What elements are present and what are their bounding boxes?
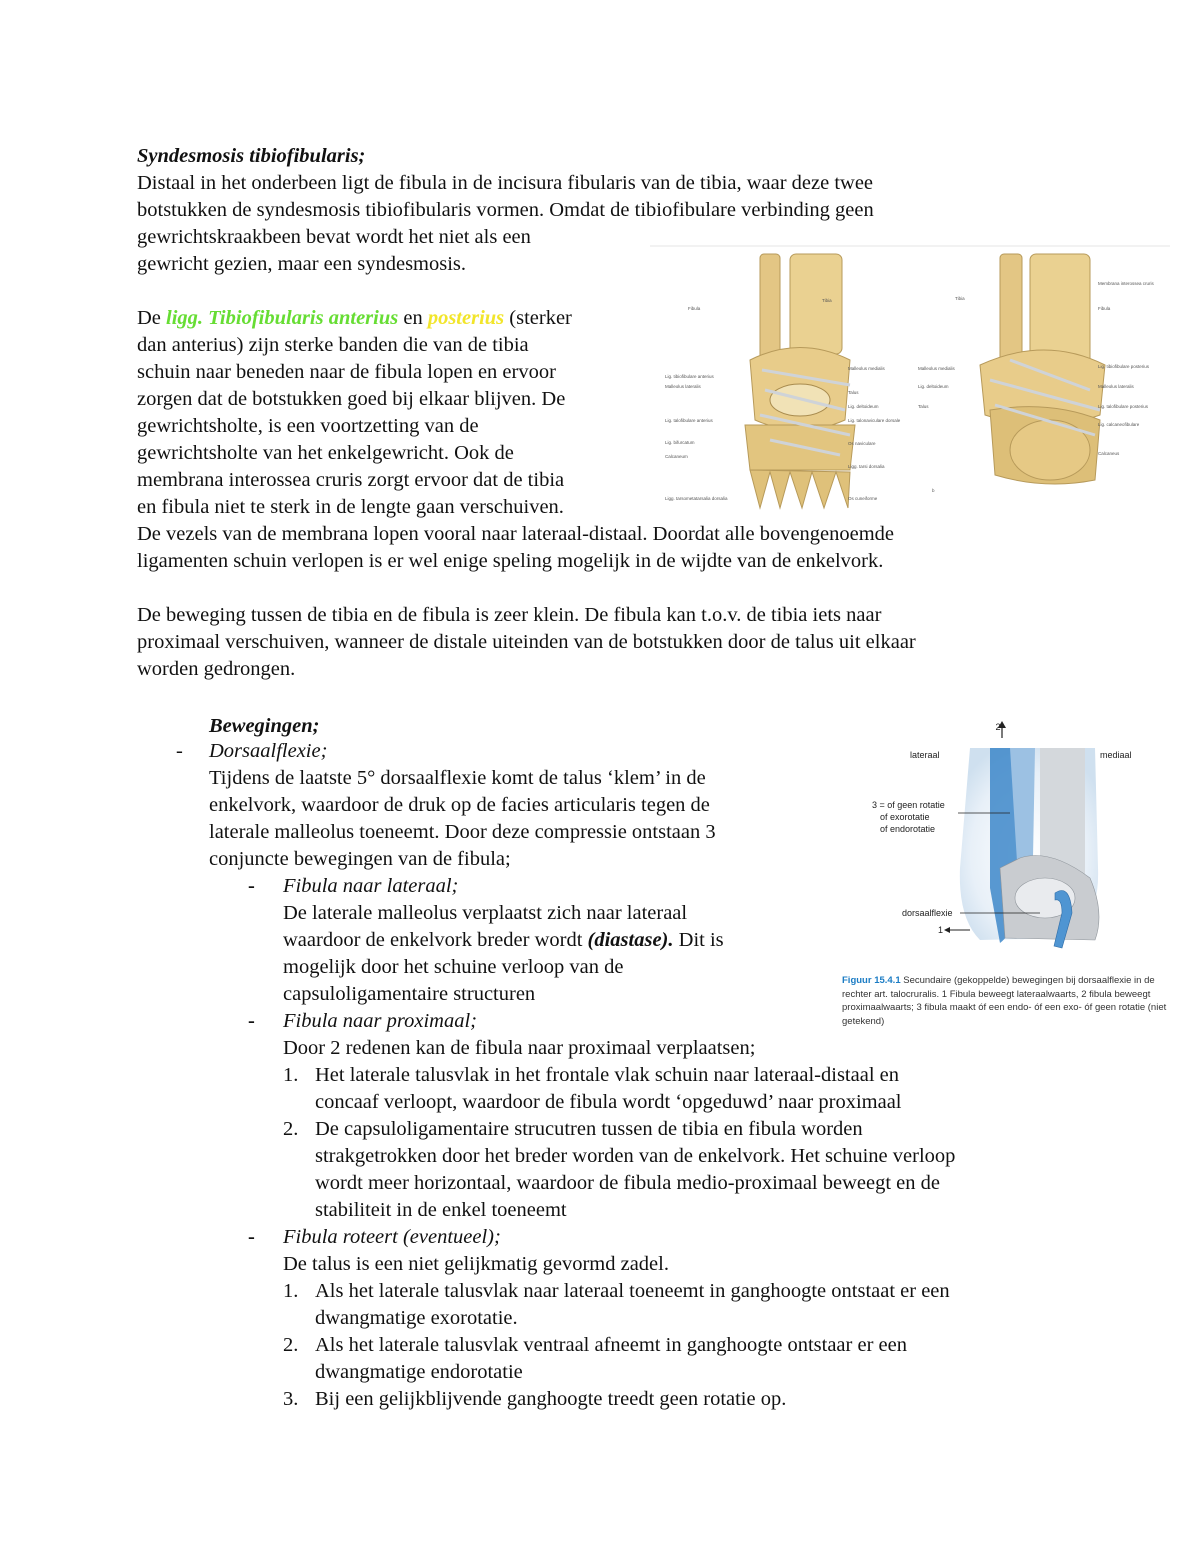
- list-item-line: stabiliteit in de enkel toeneemt: [315, 1199, 567, 1221]
- paragraph-line: Door 2 redenen kan de fibula naar proximaal verplaatsen;: [283, 1037, 756, 1059]
- paragraph-line: Distaal in het onderbeen ligt de fibula in de incisura fibularis van de tibia, waar deze twee: [137, 172, 874, 194]
- svg-text:Tibia: Tibia: [955, 296, 965, 301]
- list-number: 1.: [283, 1280, 299, 1302]
- paragraph-line: zorgen dat de botstukken goed bij elkaar blijven. De: [137, 388, 566, 410]
- label-lateraal: lateraal: [910, 750, 940, 760]
- svg-text:Fibula: Fibula: [688, 306, 701, 311]
- sub-bullet: -: [248, 1226, 255, 1248]
- list-item-line: wordt meer horizontaal, waardoor de fibula medio-proximaal beweegt en de: [315, 1172, 940, 1194]
- item1-title: Fibula naar lateraal;: [283, 875, 459, 897]
- list-item-line: concaaf verloopt, waardoor de fibula wordt ‘opgeduwd’ naar proximaal: [315, 1091, 902, 1113]
- text-sterker: (sterker: [504, 307, 572, 329]
- paragraph-line: gewrichtsholte, is een voortzetting van de: [137, 415, 479, 437]
- svg-text:Lig. talonaviculare dorsale: Lig. talonaviculare dorsale: [848, 418, 901, 423]
- paragraph-line: schuin naar beneden naar de fibula lopen en ervoor: [137, 361, 556, 383]
- heading-bewegingen: Bewegingen;: [209, 715, 320, 737]
- list-item-line: Als het laterale talusvlak ventraal afneemt in ganghoogte ontstaar er een: [315, 1334, 907, 1356]
- item3-title: Fibula roteert (eventueel);: [283, 1226, 501, 1248]
- svg-text:Lig. bifurcatum: Lig. bifurcatum: [665, 440, 695, 445]
- diastase-term: (diastase).: [587, 929, 674, 951]
- paragraph-line: gewricht gezien, maar een syndesmosis.: [137, 253, 467, 275]
- svg-text:Membrana interossea cruris: Membrana interossea cruris: [1098, 281, 1154, 286]
- figure-number: Figuur 15.4.1: [842, 975, 901, 986]
- paragraph-line: De beweging tussen de tibia en de fibula is zeer klein. De fibula kan t.o.v. de tibia iets naar: [137, 604, 882, 626]
- label-mediaal: mediaal: [1100, 750, 1132, 760]
- text-run: Dit is: [673, 929, 724, 951]
- list-item-line: dwangmatige endorotatie: [315, 1361, 523, 1383]
- svg-text:Calcaneum: Calcaneum: [665, 454, 688, 459]
- paragraph-line: botstukken de syndesmosis tibiofibularis vormen. Omdat de tibiofibulare verbinding geen: [137, 199, 874, 221]
- dorsaalflexie-motion-illustration: [850, 718, 1170, 970]
- list-number: 2.: [283, 1334, 299, 1356]
- paragraph-line: De vezels van de membrana lopen vooral naar lateraal-distaal. Doordat alle bovengenoemde: [137, 523, 895, 545]
- anatomy-left-labels: [665, 306, 728, 501]
- paragraph-line: De laterale malleolus verplaatst zich naar lateraal: [283, 902, 688, 924]
- list-item-line: De capsuloligamentaire strucutren tussen de tibia en fibula worden: [315, 1118, 863, 1140]
- svg-text:Malleolus medialis: Malleolus medialis: [918, 366, 955, 371]
- text-de: De: [137, 307, 167, 329]
- list-number: 2.: [283, 1118, 299, 1140]
- svg-text:Lig. calcaneofibulare: Lig. calcaneofibulare: [1098, 422, 1140, 427]
- paragraph-line: worden gedrongen.: [137, 658, 296, 680]
- label-dorsaalflexie: dorsaalflexie: [902, 908, 953, 918]
- list-item-line: Als het laterale talusvlak naar lateraal toeneemt in ganghoogte ontstaat er een: [315, 1280, 950, 1302]
- lig-posterius-term: posterius: [427, 307, 505, 329]
- ligament-sentence: [137, 305, 572, 332]
- panel-letter: b: [932, 488, 935, 493]
- label-3-line3: of endorotatie: [880, 824, 936, 834]
- paragraph-line: Tijdens de laatste 5° dorsaalflexie komt de talus ‘klem’ in de: [209, 767, 706, 789]
- lig-anterius-term: ligg. Tibiofibularis anterius: [166, 307, 399, 329]
- item2-title: Fibula naar proximaal;: [283, 1010, 477, 1032]
- paragraph-line: ligamenten schuin verlopen is er wel enige speling mogelijk in de wijdte van de enkelvork.: [137, 550, 884, 572]
- svg-text:Lig. deltoideum: Lig. deltoideum: [918, 384, 949, 389]
- paragraph-line: gewrichtsholte van het enkelgewricht. Ook de: [137, 442, 514, 464]
- svg-text:Ligg. tarsometatarsalia dorsal: Ligg. tarsometatarsalia dorsalia: [665, 496, 728, 501]
- dash-bullet: -: [176, 740, 183, 762]
- ankle-ligaments-illustration: [650, 240, 1170, 512]
- paragraph-line: gewrichtskraakbeen bevat wordt het niet als een: [137, 226, 531, 248]
- figure-caption: [842, 974, 1172, 1028]
- svg-text:Malleolus lateralis: Malleolus lateralis: [1098, 384, 1134, 389]
- svg-text:Lig. talofibulare anterius: Lig. talofibulare anterius: [665, 418, 713, 423]
- anatomy-right-labels: [1098, 281, 1155, 456]
- paragraph-line: laterale malleolus toeneemt. Door deze compressie ontstaan 3: [209, 821, 716, 843]
- svg-text:Os cuneiforme: Os cuneiforme: [848, 496, 878, 501]
- text-en: en: [398, 307, 428, 329]
- svg-text:Fibula: Fibula: [1098, 306, 1111, 311]
- paragraph-line: en fibula niet te sterk in de lengte gaan verschuiven.: [137, 496, 564, 518]
- list-item-line: Bij een gelijkblijvende ganghoogte treedt geen rotatie op.: [315, 1388, 787, 1410]
- svg-text:Talus: Talus: [848, 390, 859, 395]
- label-3-line1: 3 = of geen rotatie: [872, 800, 945, 810]
- svg-text:Tibia: Tibia: [822, 298, 832, 303]
- list-number: 3.: [283, 1388, 299, 1410]
- svg-text:Talus: Talus: [918, 404, 929, 409]
- svg-text:Malleolus medialis: Malleolus medialis: [848, 366, 885, 371]
- list-item-line: Het laterale talusvlak in het frontale vlak schuin naar lateraal-distaal en: [315, 1064, 899, 1086]
- paragraph-line: dan anterius) zijn sterke banden die van de tibia: [137, 334, 529, 356]
- dorsaalflexie-title: Dorsaalflexie;: [209, 740, 328, 762]
- svg-text:Calcaneus: Calcaneus: [1098, 451, 1120, 456]
- svg-text:Lig. talofibulare posterius: Lig. talofibulare posterius: [1098, 404, 1149, 409]
- svg-text:Lig. deltoideum: Lig. deltoideum: [848, 404, 879, 409]
- paragraph-line: membrana interossea cruris zorgt ervoor dat de tibia: [137, 469, 565, 491]
- svg-text:Ligg. tarsi dorsalia: Ligg. tarsi dorsalia: [848, 464, 885, 469]
- label-2: 2: [995, 722, 1001, 732]
- paragraph-line: enkelvork, waardoor de druk op de facies articularis tegen de: [209, 794, 710, 816]
- list-item-line: strakgetrokken door het breder worden van de enkelvork. Het schuine verloop: [315, 1145, 956, 1167]
- svg-text:Malleolus lateralis: Malleolus lateralis: [665, 384, 701, 389]
- svg-text:Lig. tibiofibulare anterius: Lig. tibiofibulare anterius: [665, 374, 714, 379]
- paragraph-line: proximaal verschuiven, wanneer de distale uiteinden van de botstukken door de talus uit elkaar: [137, 631, 916, 653]
- label-1: 1: [938, 925, 944, 935]
- label-3-line2: of exorotatie: [880, 812, 930, 822]
- list-number: 1.: [283, 1064, 299, 1086]
- anatomy-right-inner-labels: [918, 296, 965, 409]
- svg-text:Lig. tibiofibulare posterius: Lig. tibiofibulare posterius: [1098, 364, 1150, 369]
- paragraph-line: conjuncte bewegingen van de fibula;: [209, 848, 511, 870]
- svg-text:Os naviculare: Os naviculare: [848, 441, 876, 446]
- sub-bullet: -: [248, 1010, 255, 1032]
- paragraph-line: capsuloligamentaire structuren: [283, 983, 536, 1005]
- sub-bullet: -: [248, 875, 255, 897]
- figure-caption-text: Secundaire (gekoppelde) bewegingen bij dorsaalflexie in de rechter art. talocruralis. 1 Fibula beweegt lateraalwaarts, 2 fibula beweegt proximaalwaarts; 3 fibula maakt óf een endo- óf een exo- óf geen rotatie (niet getekend): [842, 975, 1167, 1027]
- paragraph-line: mogelijk door het schuine verloop van de: [283, 956, 624, 978]
- text-run: waardoor de enkelvork breder wordt: [283, 929, 588, 951]
- heading-syndesmosis: Syndesmosis tibiofibularis;: [137, 145, 366, 167]
- paragraph-line: [283, 927, 724, 954]
- paragraph-line: De talus is een niet gelijkmatig gevormd zadel.: [283, 1253, 669, 1275]
- list-item-line: dwangmatige exorotatie.: [315, 1307, 518, 1329]
